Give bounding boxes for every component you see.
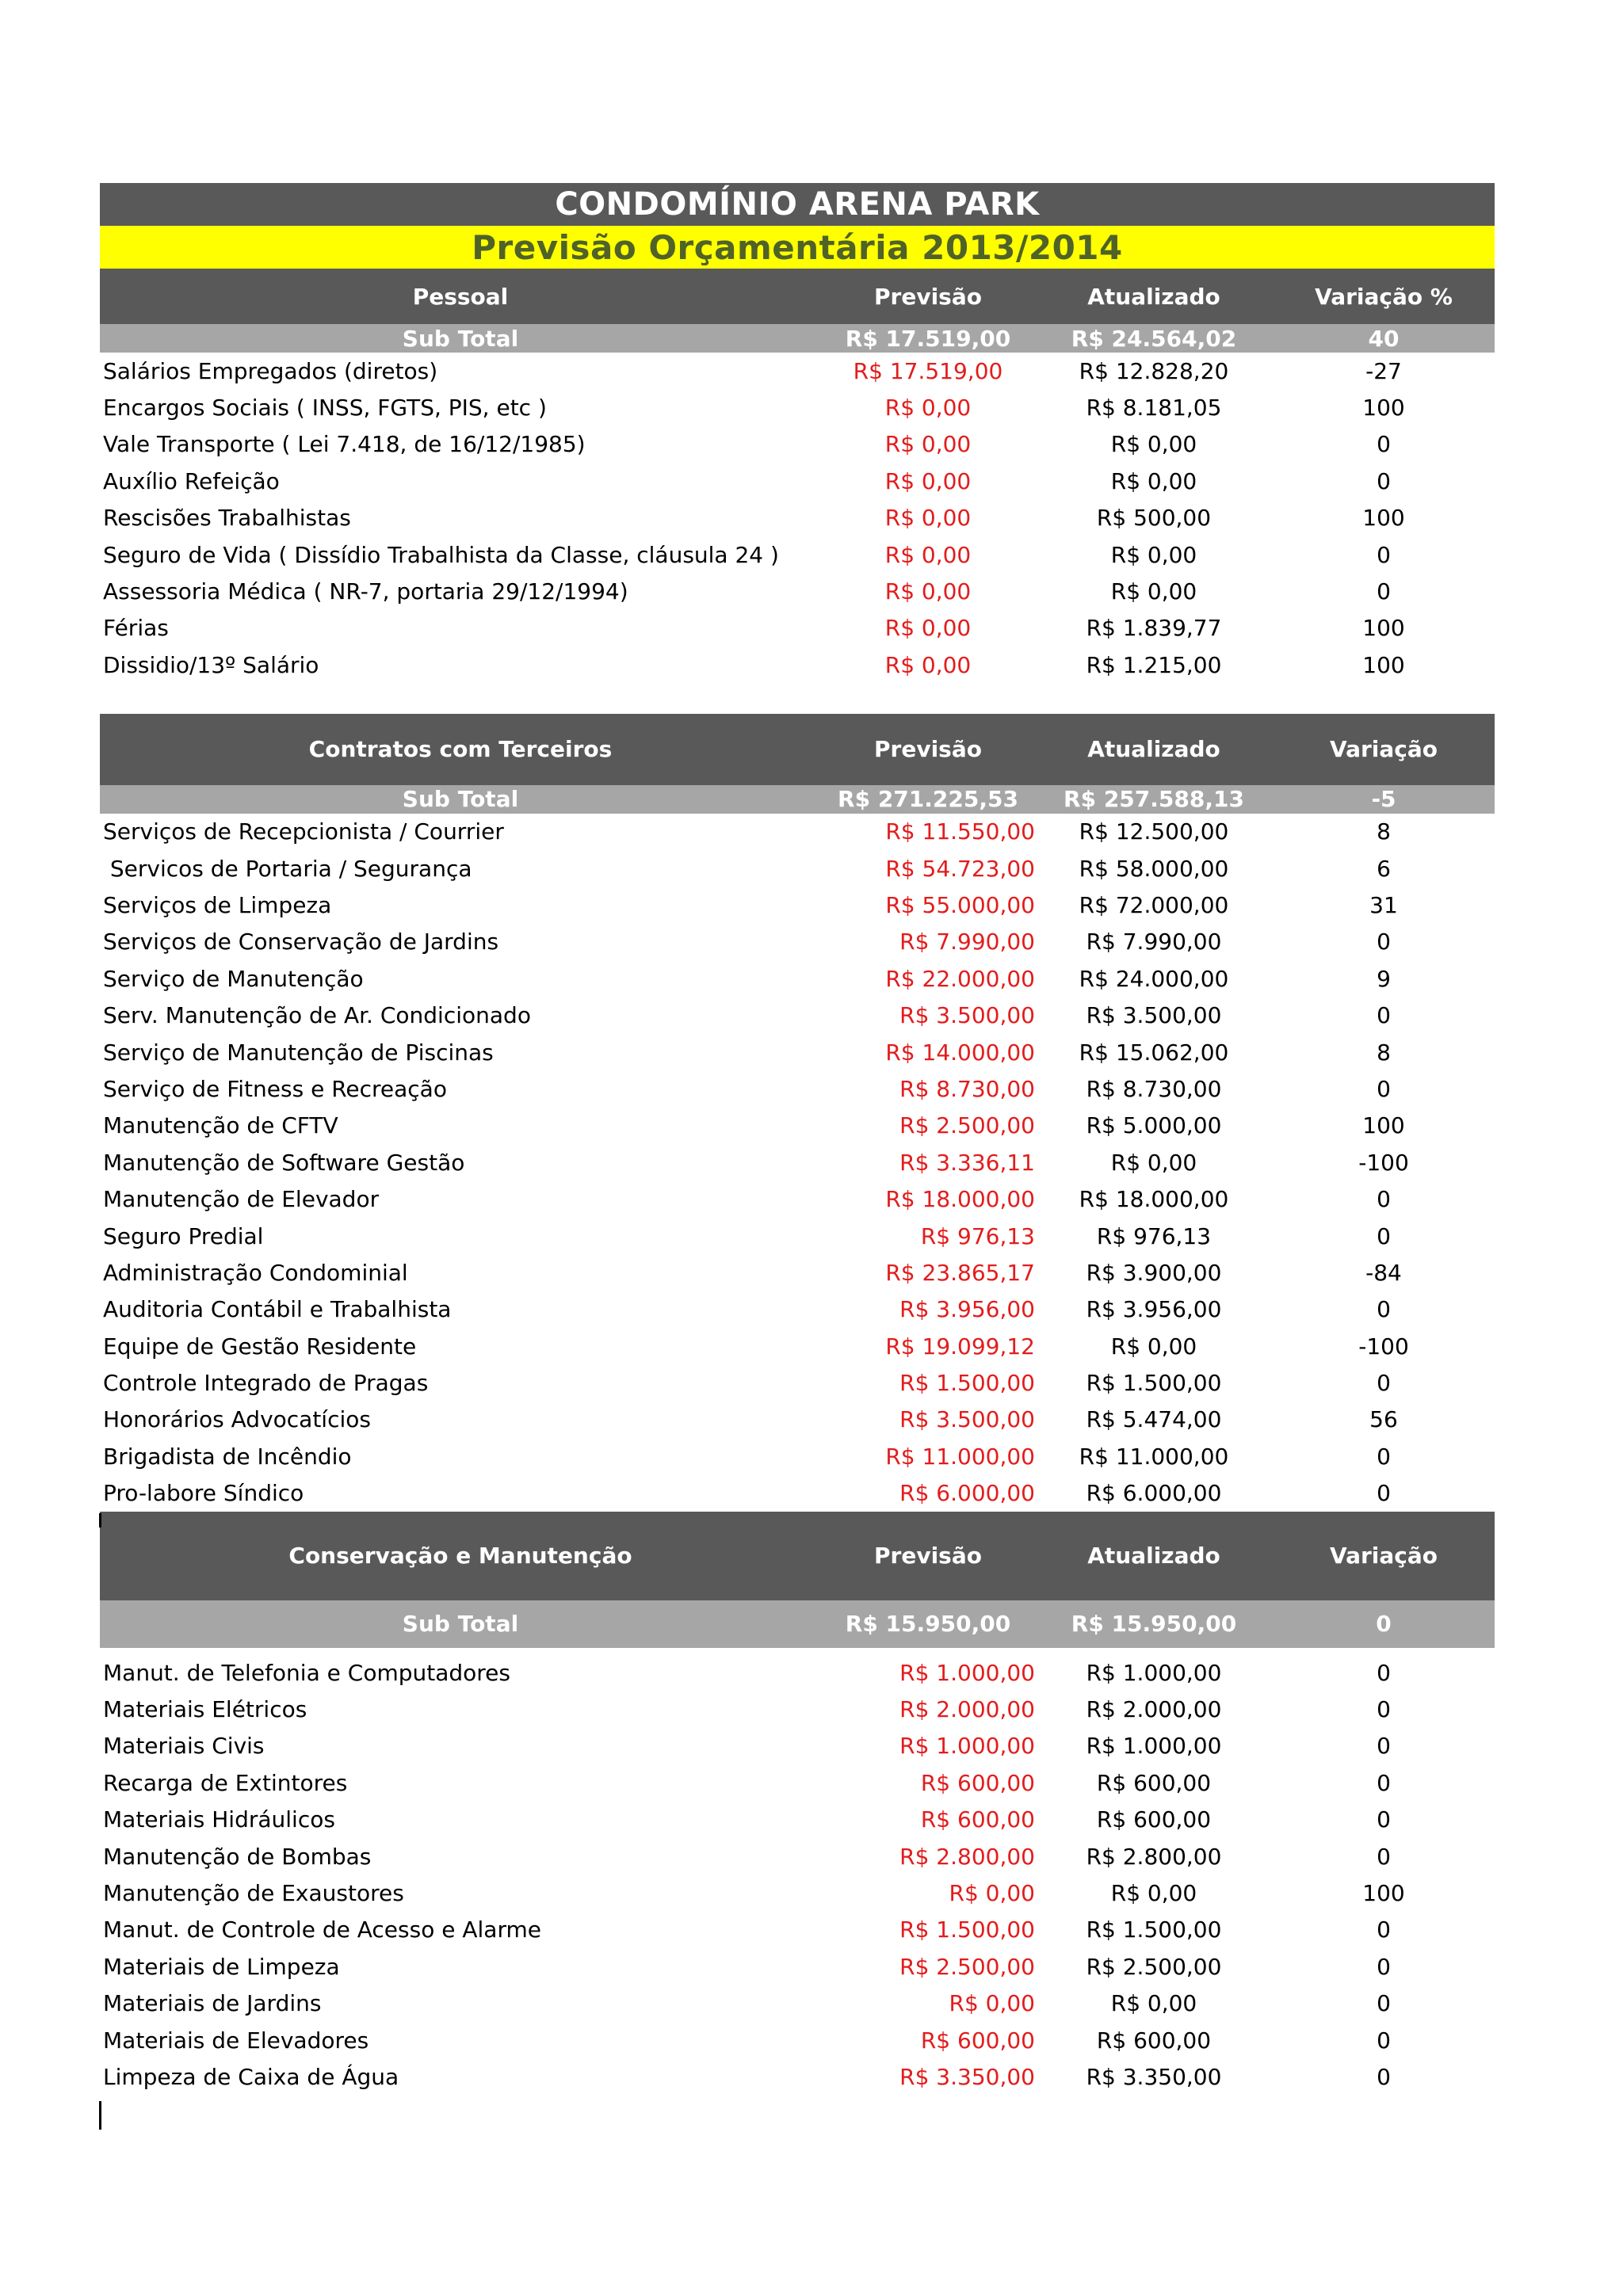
row-variacao: 0 xyxy=(1377,2027,1391,2054)
row-previsao: R$ 23.865,17 xyxy=(885,1259,1035,1286)
row-variacao: 0 xyxy=(1377,1990,1391,2017)
row-variacao: 0 xyxy=(1377,1443,1391,1470)
row-variacao: 0 xyxy=(1377,431,1391,458)
table-row xyxy=(100,1438,1495,1474)
row-previsao: R$ 600,00 xyxy=(920,1806,1035,1833)
row-description: Manut. de Telefonia e Computadores xyxy=(103,1659,510,1686)
row-previsao: R$ 3.350,00 xyxy=(899,2063,1035,2090)
row-variacao: -27 xyxy=(1365,357,1402,384)
row-previsao: R$ 55.000,00 xyxy=(885,891,1035,918)
row-previsao: R$ 2.800,00 xyxy=(899,1843,1035,1870)
table-row xyxy=(100,1218,1495,1254)
document-title: CONDOMÍNIO ARENA PARK xyxy=(100,183,1495,226)
row-variacao: -100 xyxy=(1358,1333,1409,1360)
section-title: Conservação e Manutenção xyxy=(288,1543,632,1569)
text-cursor xyxy=(99,1513,101,1527)
row-atualizado: R$ 2.500,00 xyxy=(1086,1953,1222,1980)
row-description: Serviço de Manutenção xyxy=(103,965,364,992)
row-previsao: R$ 1.500,00 xyxy=(899,1370,1035,1397)
row-description: Assessoria Médica ( NR-7, portaria 29/12/1994) xyxy=(103,578,628,605)
row-previsao: R$ 18.000,00 xyxy=(885,1186,1035,1213)
table-row xyxy=(100,1291,1495,1328)
table-row xyxy=(100,536,1495,573)
row-description: Recarga de Extintores xyxy=(103,1769,348,1796)
table-row xyxy=(100,2058,1495,2095)
row-atualizado: R$ 6.000,00 xyxy=(1086,1480,1222,1507)
row-variacao: -84 xyxy=(1365,1259,1402,1286)
subtotal-label: Sub Total xyxy=(402,1611,519,1638)
subtotal-label: Sub Total xyxy=(402,325,519,352)
row-description: Salários Empregados (diretos) xyxy=(103,357,438,384)
table-row xyxy=(100,1948,1495,1985)
column-atualizado: Atualizado xyxy=(1087,1543,1220,1569)
subtotal-variacao: 0 xyxy=(1376,1611,1392,1638)
table-row xyxy=(100,1654,1495,1691)
column-variacao: Variação % xyxy=(1315,283,1453,310)
row-previsao: R$ 54.723,00 xyxy=(885,855,1035,882)
row-previsao: R$ 976,13 xyxy=(920,1222,1035,1249)
row-previsao: R$ 2.000,00 xyxy=(899,1696,1035,1723)
subtotal-row xyxy=(100,324,1495,353)
row-previsao: R$ 0,00 xyxy=(884,541,972,568)
row-atualizado: R$ 12.500,00 xyxy=(1079,818,1229,845)
row-description: Auditoria Contábil e Trabalhista xyxy=(103,1296,452,1323)
table-row xyxy=(100,1475,1495,1512)
row-variacao: 100 xyxy=(1362,395,1405,421)
row-variacao: 0 xyxy=(1377,1953,1391,1980)
row-variacao: 0 xyxy=(1377,1186,1391,1213)
row-description: Materiais de Jardins xyxy=(103,1990,322,2017)
row-variacao: 0 xyxy=(1377,1480,1391,1507)
row-description: Administração Condominial xyxy=(103,1259,408,1286)
row-description: Controle Integrado de Pragas xyxy=(103,1370,429,1397)
row-description: Materiais de Limpeza xyxy=(103,1953,340,1980)
table-row xyxy=(100,1254,1495,1291)
table-row xyxy=(100,353,1495,389)
row-atualizado: R$ 1.500,00 xyxy=(1086,1917,1222,1943)
row-previsao: R$ 3.500,00 xyxy=(899,1406,1035,1433)
row-variacao: 0 xyxy=(1377,1659,1391,1686)
section-header xyxy=(100,1512,1495,1600)
section-title: Pessoal xyxy=(412,283,509,310)
row-description: Servicos de Portaria / Segurança xyxy=(103,855,472,882)
row-previsao: R$ 1.500,00 xyxy=(899,1917,1035,1943)
row-atualizado: R$ 0,00 xyxy=(1110,1149,1197,1176)
table-row xyxy=(100,1764,1495,1801)
table-row xyxy=(100,1402,1495,1438)
table-row xyxy=(100,1034,1495,1070)
row-atualizado: R$ 976,13 xyxy=(1096,1222,1212,1249)
row-previsao: R$ 11.550,00 xyxy=(885,818,1035,845)
row-atualizado: R$ 1.500,00 xyxy=(1086,1370,1222,1397)
row-previsao: R$ 600,00 xyxy=(920,2027,1035,2054)
row-variacao: 9 xyxy=(1377,965,1391,992)
subtotal-previsao: R$ 17.519,00 xyxy=(845,325,1011,352)
section-header xyxy=(100,714,1495,785)
document-subtitle: Previsão Orçamentária 2013/2014 xyxy=(100,226,1495,269)
row-description: Manutenção de Software Gestão xyxy=(103,1149,465,1176)
table-row xyxy=(100,924,1495,960)
row-variacao: 0 xyxy=(1377,541,1391,568)
row-atualizado: R$ 72.000,00 xyxy=(1079,891,1229,918)
row-previsao: R$ 11.000,00 xyxy=(885,1443,1035,1470)
row-atualizado: R$ 15.062,00 xyxy=(1079,1039,1229,1066)
row-previsao: R$ 0,00 xyxy=(884,615,972,642)
section-gap xyxy=(100,684,1495,714)
row-variacao: 100 xyxy=(1362,1112,1405,1139)
spacer xyxy=(100,1648,1495,1654)
row-variacao: 0 xyxy=(1377,1296,1391,1323)
row-description: Dissidio/13º Salário xyxy=(103,651,319,678)
table-row xyxy=(100,426,1495,463)
row-variacao: 100 xyxy=(1362,651,1405,678)
row-previsao: R$ 0,00 xyxy=(884,578,972,605)
row-description: Serviços de Conservação de Jardins xyxy=(103,929,499,955)
row-previsao: R$ 17.519,00 xyxy=(853,357,1003,384)
subtotal-atualizado: R$ 257.588,13 xyxy=(1064,786,1244,813)
row-previsao: R$ 0,00 xyxy=(884,431,972,458)
row-atualizado: R$ 12.828,20 xyxy=(1079,357,1229,384)
column-atualizado: Atualizado xyxy=(1087,736,1220,763)
row-atualizado: R$ 58.000,00 xyxy=(1079,855,1229,882)
subtotal-label: Sub Total xyxy=(402,786,519,813)
row-atualizado: R$ 8.181,05 xyxy=(1086,395,1222,421)
table-row xyxy=(100,850,1495,887)
section-header xyxy=(100,269,1495,324)
table-row xyxy=(100,1328,1495,1364)
column-atualizado: Atualizado xyxy=(1087,283,1220,310)
row-previsao: R$ 8.730,00 xyxy=(899,1075,1035,1102)
row-atualizado: R$ 0,00 xyxy=(1110,541,1197,568)
row-description: Pro-labore Síndico xyxy=(103,1480,304,1507)
table-row xyxy=(100,1364,1495,1401)
row-atualizado: R$ 3.956,00 xyxy=(1086,1296,1222,1323)
row-description: Materiais Civis xyxy=(103,1733,265,1760)
row-previsao: R$ 3.956,00 xyxy=(899,1296,1035,1323)
table-row xyxy=(100,1838,1495,1875)
row-description: Seguro Predial xyxy=(103,1222,264,1249)
row-variacao: 0 xyxy=(1377,1002,1391,1029)
row-variacao: 31 xyxy=(1369,891,1398,918)
subtotal-variacao: 40 xyxy=(1368,325,1400,352)
table-row xyxy=(100,1985,1495,2021)
row-description: Materiais Hidráulicos xyxy=(103,1806,335,1833)
table-row xyxy=(100,1144,1495,1180)
row-atualizado: R$ 1.839,77 xyxy=(1086,615,1222,642)
subtotal-atualizado: R$ 15.950,00 xyxy=(1071,1611,1237,1638)
table-row xyxy=(100,814,1495,850)
row-previsao: R$ 14.000,00 xyxy=(885,1039,1035,1066)
table-row xyxy=(100,1802,1495,1838)
table-row xyxy=(100,960,1495,997)
table-row xyxy=(100,1912,1495,1948)
row-variacao: 0 xyxy=(1377,1370,1391,1397)
row-previsao: R$ 0,00 xyxy=(949,1879,1035,1906)
row-variacao: 0 xyxy=(1377,1733,1391,1760)
row-atualizado: R$ 5.000,00 xyxy=(1086,1112,1222,1139)
row-description: Manutenção de Exaustores xyxy=(103,1879,404,1906)
row-description: Encargos Sociais ( INSS, FGTS, PIS, etc ) xyxy=(103,395,547,421)
row-previsao: R$ 0,00 xyxy=(884,651,972,678)
row-variacao: 100 xyxy=(1362,1879,1405,1906)
table-row xyxy=(100,1875,1495,1911)
row-description: Manut. de Controle de Acesso e Alarme xyxy=(103,1917,541,1943)
row-atualizado: R$ 0,00 xyxy=(1110,1879,1197,1906)
row-previsao: R$ 3.500,00 xyxy=(899,1002,1035,1029)
row-atualizado: R$ 3.500,00 xyxy=(1086,1002,1222,1029)
row-variacao: 0 xyxy=(1377,1806,1391,1833)
budget-document xyxy=(100,183,1495,2096)
table-row xyxy=(100,1728,1495,1764)
row-variacao: 0 xyxy=(1377,929,1391,955)
subtotal-previsao: R$ 15.950,00 xyxy=(845,1611,1011,1638)
budget-sections xyxy=(100,269,1495,2096)
table-row xyxy=(100,1691,1495,1727)
row-atualizado: R$ 600,00 xyxy=(1096,1806,1212,1833)
row-description: Rescisões Trabalhistas xyxy=(103,505,351,532)
row-description: Auxílio Refeição xyxy=(103,467,280,494)
row-description: Manutenção de Elevador xyxy=(103,1186,380,1213)
row-atualizado: R$ 2.800,00 xyxy=(1086,1843,1222,1870)
row-variacao: 56 xyxy=(1369,1406,1398,1433)
row-previsao: R$ 0,00 xyxy=(884,395,972,421)
row-variacao: 0 xyxy=(1377,1075,1391,1102)
subtotal-variacao: -5 xyxy=(1371,786,1396,813)
row-description: Materiais Elétricos xyxy=(103,1696,307,1723)
row-previsao: R$ 3.336,11 xyxy=(899,1149,1035,1176)
row-previsao: R$ 6.000,00 xyxy=(899,1480,1035,1507)
row-atualizado: R$ 3.350,00 xyxy=(1086,2063,1222,2090)
row-description: Vale Transporte ( Lei 7.418, de 16/12/1985) xyxy=(103,431,586,458)
row-atualizado: R$ 8.730,00 xyxy=(1086,1075,1222,1102)
row-variacao: 8 xyxy=(1377,1039,1391,1066)
row-atualizado: R$ 600,00 xyxy=(1096,2027,1212,2054)
subtotal-previsao: R$ 271.225,53 xyxy=(838,786,1018,813)
row-variacao: -100 xyxy=(1358,1149,1409,1176)
table-row xyxy=(100,646,1495,683)
row-description: Serviço de Fitness e Recreação xyxy=(103,1075,447,1102)
row-variacao: 8 xyxy=(1377,818,1391,845)
row-description: Férias xyxy=(103,615,169,642)
row-variacao: 0 xyxy=(1377,467,1391,494)
row-previsao: R$ 600,00 xyxy=(920,1769,1035,1796)
row-previsao: R$ 0,00 xyxy=(949,1990,1035,2017)
table-row xyxy=(100,573,1495,609)
row-atualizado: R$ 0,00 xyxy=(1110,1990,1197,2017)
row-atualizado: R$ 7.990,00 xyxy=(1086,929,1222,955)
row-atualizado: R$ 600,00 xyxy=(1096,1769,1212,1796)
row-atualizado: R$ 1.215,00 xyxy=(1086,651,1222,678)
row-atualizado: R$ 1.000,00 xyxy=(1086,1733,1222,1760)
row-atualizado: R$ 11.000,00 xyxy=(1079,1443,1229,1470)
row-atualizado: R$ 3.900,00 xyxy=(1086,1259,1222,1286)
row-previsao: R$ 22.000,00 xyxy=(885,965,1035,992)
row-description: Manutenção de CFTV xyxy=(103,1112,338,1139)
row-atualizado: R$ 24.000,00 xyxy=(1079,965,1229,992)
row-atualizado: R$ 0,00 xyxy=(1110,467,1197,494)
row-atualizado: R$ 0,00 xyxy=(1110,1333,1197,1360)
row-variacao: 100 xyxy=(1362,615,1405,642)
row-description: Brigadista de Incêndio xyxy=(103,1443,352,1470)
row-variacao: 6 xyxy=(1377,855,1391,882)
column-variacao: Variação xyxy=(1329,736,1438,763)
table-row xyxy=(100,389,1495,425)
row-variacao: 0 xyxy=(1377,1696,1391,1723)
row-atualizado: R$ 5.474,00 xyxy=(1086,1406,1222,1433)
row-previsao: R$ 19.099,12 xyxy=(885,1333,1035,1360)
row-variacao: 100 xyxy=(1362,505,1405,532)
row-description: Serviço de Manutenção de Piscinas xyxy=(103,1039,494,1066)
row-atualizado: R$ 18.000,00 xyxy=(1079,1186,1229,1213)
row-description: Manutenção de Bombas xyxy=(103,1843,372,1870)
row-description: Serviços de Recepcionista / Courrier xyxy=(103,818,504,845)
row-description: Honorários Advocatícios xyxy=(103,1406,371,1433)
row-description: Seguro de Vida ( Dissídio Trabalhista da Classe, cláusula 24 ) xyxy=(103,541,779,568)
row-variacao: 0 xyxy=(1377,1917,1391,1943)
row-previsao: R$ 1.000,00 xyxy=(899,1733,1035,1760)
table-row xyxy=(100,500,1495,536)
row-atualizado: R$ 0,00 xyxy=(1110,578,1197,605)
column-previsao: Previsão xyxy=(874,1543,982,1569)
text-cursor xyxy=(99,2101,101,2130)
table-row xyxy=(100,610,1495,646)
subtotal-atualizado: R$ 24.564,02 xyxy=(1071,325,1237,352)
row-variacao: 0 xyxy=(1377,2063,1391,2090)
row-description: Serviços de Limpeza xyxy=(103,891,332,918)
row-description: Equipe de Gestão Residente xyxy=(103,1333,417,1360)
row-variacao: 0 xyxy=(1377,578,1391,605)
row-previsao: R$ 7.990,00 xyxy=(899,929,1035,955)
row-atualizado: R$ 1.000,00 xyxy=(1086,1659,1222,1686)
subtotal-row xyxy=(100,785,1495,814)
column-variacao: Variação xyxy=(1329,1543,1438,1569)
row-variacao: 0 xyxy=(1377,1769,1391,1796)
row-atualizado: R$ 0,00 xyxy=(1110,431,1197,458)
section-title: Contratos com Terceiros xyxy=(308,736,613,763)
table-row xyxy=(100,1180,1495,1217)
subtotal-row xyxy=(100,1600,1495,1648)
row-variacao: 0 xyxy=(1377,1843,1391,1870)
table-row xyxy=(100,1108,1495,1144)
row-atualizado: R$ 500,00 xyxy=(1096,505,1212,532)
table-row xyxy=(100,1070,1495,1107)
column-previsao: Previsão xyxy=(874,736,982,763)
row-previsao: R$ 1.000,00 xyxy=(899,1659,1035,1686)
table-row xyxy=(100,2022,1495,2058)
row-atualizado: R$ 2.000,00 xyxy=(1086,1696,1222,1723)
row-variacao: 0 xyxy=(1377,1222,1391,1249)
row-previsao: R$ 2.500,00 xyxy=(899,1953,1035,1980)
column-previsao: Previsão xyxy=(874,283,982,310)
row-description: Limpeza de Caixa de Água xyxy=(103,2063,399,2090)
row-description: Materiais de Elevadores xyxy=(103,2027,369,2054)
table-row xyxy=(100,463,1495,499)
row-previsao: R$ 2.500,00 xyxy=(899,1112,1035,1139)
row-previsao: R$ 0,00 xyxy=(884,505,972,532)
table-row xyxy=(100,887,1495,923)
row-description: Serv. Manutenção de Ar. Condicionado xyxy=(103,1002,531,1029)
row-previsao: R$ 0,00 xyxy=(884,467,972,494)
table-row xyxy=(100,997,1495,1033)
